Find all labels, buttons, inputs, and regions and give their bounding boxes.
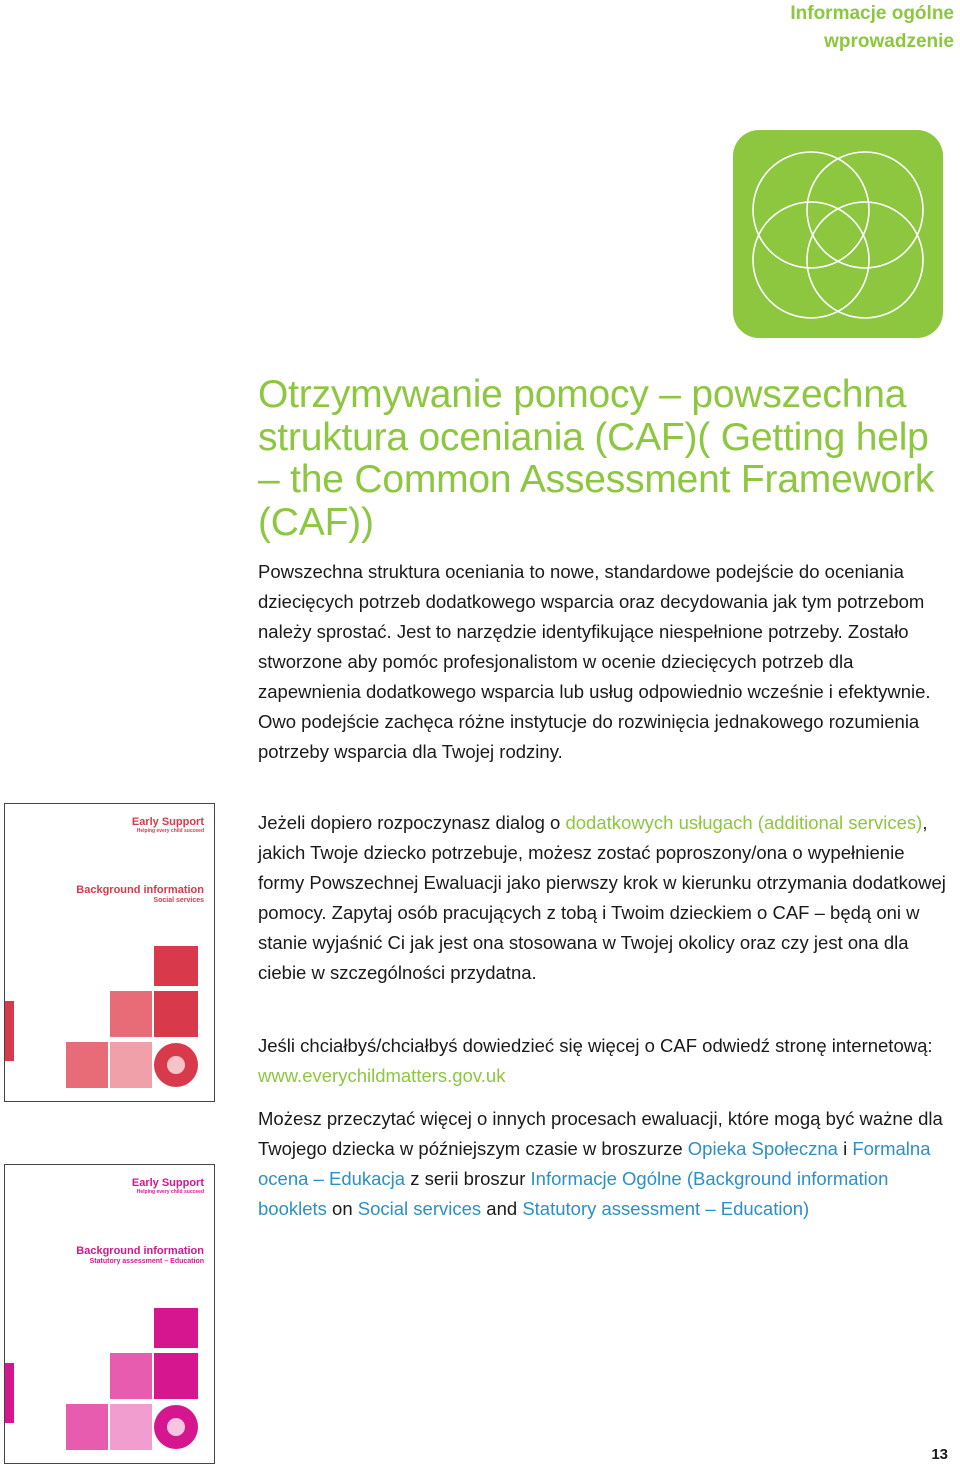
paragraph-additional-services <box>258 808 948 988</box>
section-header-line2: wprowadzenie <box>824 31 954 52</box>
text-segment: z serii broszur <box>405 1168 531 1189</box>
social-care-link[interactable]: Opieka Społeczna <box>687 1138 838 1159</box>
additional-services-link[interactable]: dodatkowych usługach (additional services) <box>565 812 923 833</box>
statutory-education-link[interactable]: Statutory assessment – Education) <box>522 1198 810 1219</box>
booklet-header <box>132 816 204 834</box>
booklet-subtitle: Helping every child succeed <box>136 1189 204 1195</box>
booklet-background-title: Background information <box>76 884 204 896</box>
booklet-background-subtitle: Statutory assessment – Education <box>89 1258 204 1265</box>
text-segment: , jakich Twoje dziecko potrzebuje, możesz zostać poproszony/ona o wypełnienie formy Powszechnej Ewaluacji jako pierwszy krok w kierunku otrzymania dodatkowej pomocy. Zapytaj osób pracujących z tobą i Twoim dzieckiem o CAF – będą oni w stanie wyjaśnić Ci jak jest ona stosowana w Twojej okolicy oraz czy jest ona dla ciebie w szczególności przydatna. <box>258 812 946 983</box>
booklet-spine-tab <box>5 1363 14 1423</box>
text-segment: Jeśli chciałbyś/chciałbyś dowiedzieć się więcej o CAF odwiedź stronę internetową: <box>258 1035 933 1056</box>
booklet-background-title: Background information <box>76 1245 204 1257</box>
booklet-cover-statutory-assessment <box>4 1164 215 1464</box>
text-segment: Możesz przeczytać więcej o innych procesach ewaluacji, które mogą być ważne dla Twojego dziecka w późniejszym czasie w broszurze <box>258 1108 943 1159</box>
background-booklets-link[interactable]: Informacje Ogólne (Background information booklets <box>258 1168 889 1219</box>
booklet-spine-tab <box>5 1001 14 1061</box>
paragraph-website <box>258 1031 948 1091</box>
paragraph-more-reading <box>258 1104 948 1224</box>
text-segment: i <box>837 1138 853 1159</box>
booklet-title: Early Support <box>131 1177 204 1189</box>
statutory-assessment-link[interactable]: Formalna ocena – Edukacja <box>258 1138 931 1189</box>
text-segment: Jeżeli dopiero rozpoczynasz dialog o <box>258 812 566 833</box>
page-number: 13 <box>931 1446 948 1463</box>
booklet-header <box>132 1177 204 1195</box>
page-title: Otrzymywanie pomocy – powszechna struktura oceniania (CAF)( Getting help – the Common Assessment Framework (CAF)) <box>258 373 935 544</box>
booklet-cover-social-services <box>4 803 215 1102</box>
logo-overlapping-circles-icon <box>733 130 943 338</box>
paragraph-intro: Powszechna struktura oceniania to nowe, standardowe podejście do oceniania dziecięcych potrzeb dodatkowego wsparcia oraz decydowania jak tym potrzebom należy sprostać. Jest to narzędzie identyfikujące niespełnione potrzeby. Zostało stworzone aby pomóc profesjonalistom w ocenie dziecięcych potrzeb dla zapewnienia dodatkowego wsparcia lub usług odpowiednio wcześnie i efektywnie. Owo podejście zachęca różne instytucje do rozwinięcia jednakowego rozumienia potrzeby wsparcia dla Twojej rodziny. <box>258 561 931 762</box>
booklet-background-subtitle: Social services <box>153 897 204 904</box>
booklet-subtitle: Helping every child succeed <box>136 828 204 834</box>
booklet-photo-collage-icon <box>66 1308 206 1453</box>
website-link[interactable]: www.everychildmatters.gov.uk <box>258 1065 506 1086</box>
section-header <box>790 0 954 56</box>
booklet-title: Early Support <box>131 816 204 828</box>
section-header-line1: Informacje ogólne <box>790 3 954 24</box>
booklet-background-header <box>76 884 204 905</box>
booklet-background-header <box>76 1245 204 1266</box>
text-segment: on <box>326 1198 358 1219</box>
social-services-link[interactable]: Social services <box>357 1198 482 1219</box>
booklet-photo-collage-icon <box>66 946 206 1091</box>
text-segment: and <box>481 1198 523 1219</box>
